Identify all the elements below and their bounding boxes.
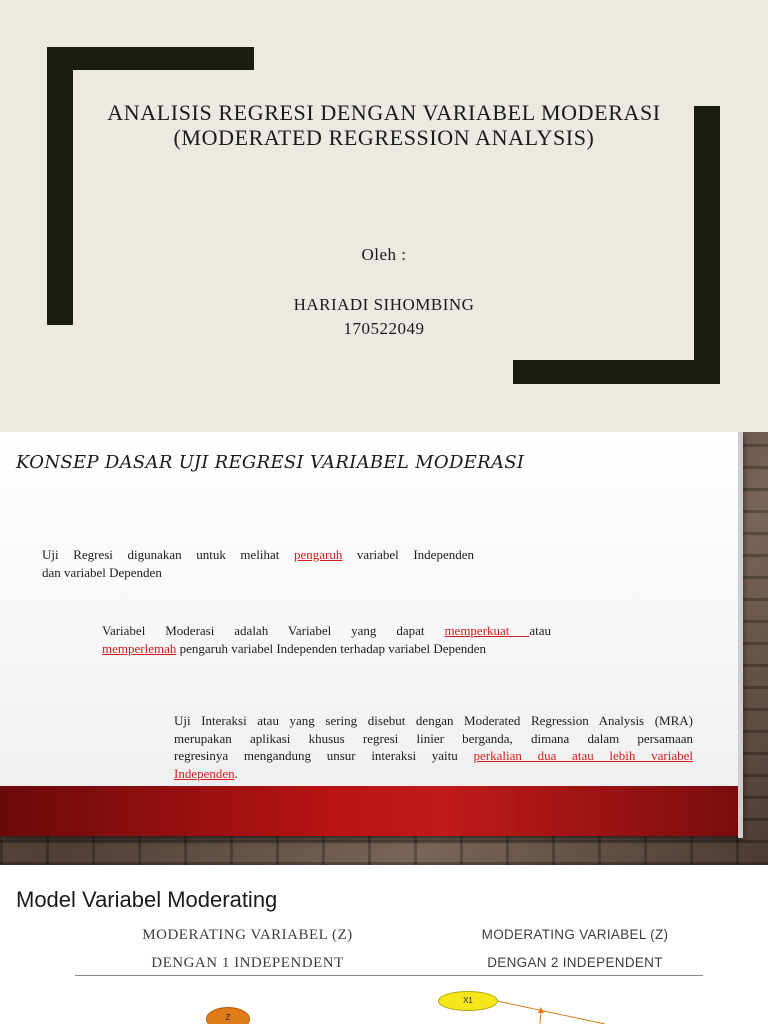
text-segment: Uji Regresi digunakan untuk melihat <box>42 547 294 562</box>
paragraph-line <box>102 640 551 658</box>
node-x1 <box>438 991 498 1011</box>
highlight-link-memperkuat[interactable]: memperkuat <box>444 623 530 638</box>
model-slide <box>0 865 768 1024</box>
frame-corner-bottom-right-horizontal <box>513 360 720 384</box>
by-label: Oleh : <box>361 245 407 264</box>
paper-edge <box>738 432 743 838</box>
text-segment: atau <box>529 623 552 638</box>
highlight-link-independen[interactable]: Independen <box>174 765 235 781</box>
paragraph-line <box>174 765 693 783</box>
paragraph-line <box>174 747 693 765</box>
slide-title: Model Variabel Moderating <box>16 887 278 912</box>
paragraph-line: dan variabel Dependen <box>42 564 162 580</box>
title-slide <box>0 0 768 432</box>
accent-bar <box>0 786 740 836</box>
node-z <box>206 1007 250 1024</box>
slide-title: KONSEP DASAR UJI REGRESI VARIABEL MODERASI <box>16 452 525 473</box>
paragraph-line: Uji Interaksi atau yang sering disebut dengan Moderated Regression Analysis (MRA) <box>174 713 693 728</box>
highlight-link-perkalian[interactable]: perkalian dua atau lebih variabel <box>473 748 693 763</box>
left-header-line-2: DENGAN 1 INDEPENDENT <box>151 955 344 971</box>
frame-corner-top-left-vertical <box>47 47 73 325</box>
author-name: HARIADI SIHOMBING <box>293 295 475 314</box>
highlight-link-pengaruh[interactable]: pengaruh <box>293 547 343 562</box>
author-id: 170522049 <box>343 319 425 338</box>
paragraph-regresi <box>42 546 474 581</box>
presentation-title <box>60 100 708 150</box>
concept-slide <box>0 432 768 865</box>
highlight-link-memperlemah[interactable]: memperlemah <box>102 640 177 656</box>
paragraph-line <box>102 622 551 640</box>
text-segment: variabel Independen <box>342 547 474 562</box>
diagram-connectors <box>0 865 768 1024</box>
connector-arrow <box>497 1001 605 1024</box>
paper-sheet <box>0 432 740 836</box>
text-segment: pengaruh variabel Independen terhadap variabel Dependen <box>176 640 487 656</box>
frame-corner-top-left-horizontal <box>47 47 254 70</box>
paragraph-moderasi <box>102 622 551 657</box>
node-x1-label: X1 <box>463 996 473 1005</box>
paragraph-mra <box>174 712 693 782</box>
text-segment: regresinya mengandung unsur interaksi yaitu <box>174 748 474 763</box>
right-header-line-1: MODERATING VARIABEL (Z) <box>481 927 669 942</box>
node-z-label: Z <box>225 1013 231 1022</box>
title-line-2: (MODERATED REGRESSION ANALYSIS) <box>173 125 595 150</box>
right-header-line-2: DENGAN 2 INDEPENDENT <box>487 955 663 970</box>
text-segment: Variabel Moderasi adalah Variabel yang dapat <box>102 623 445 638</box>
paragraph-line <box>42 546 474 564</box>
title-line-1: ANALISIS REGRESI DENGAN VARIABEL MODERASI <box>107 100 661 125</box>
text-segment: . <box>234 765 238 781</box>
paragraph-line: merupakan aplikasi khusus regresi linier berganda, dimana dalam persamaan <box>174 730 693 746</box>
left-header-line-1: MODERATING VARIABEL (Z) <box>142 927 353 943</box>
